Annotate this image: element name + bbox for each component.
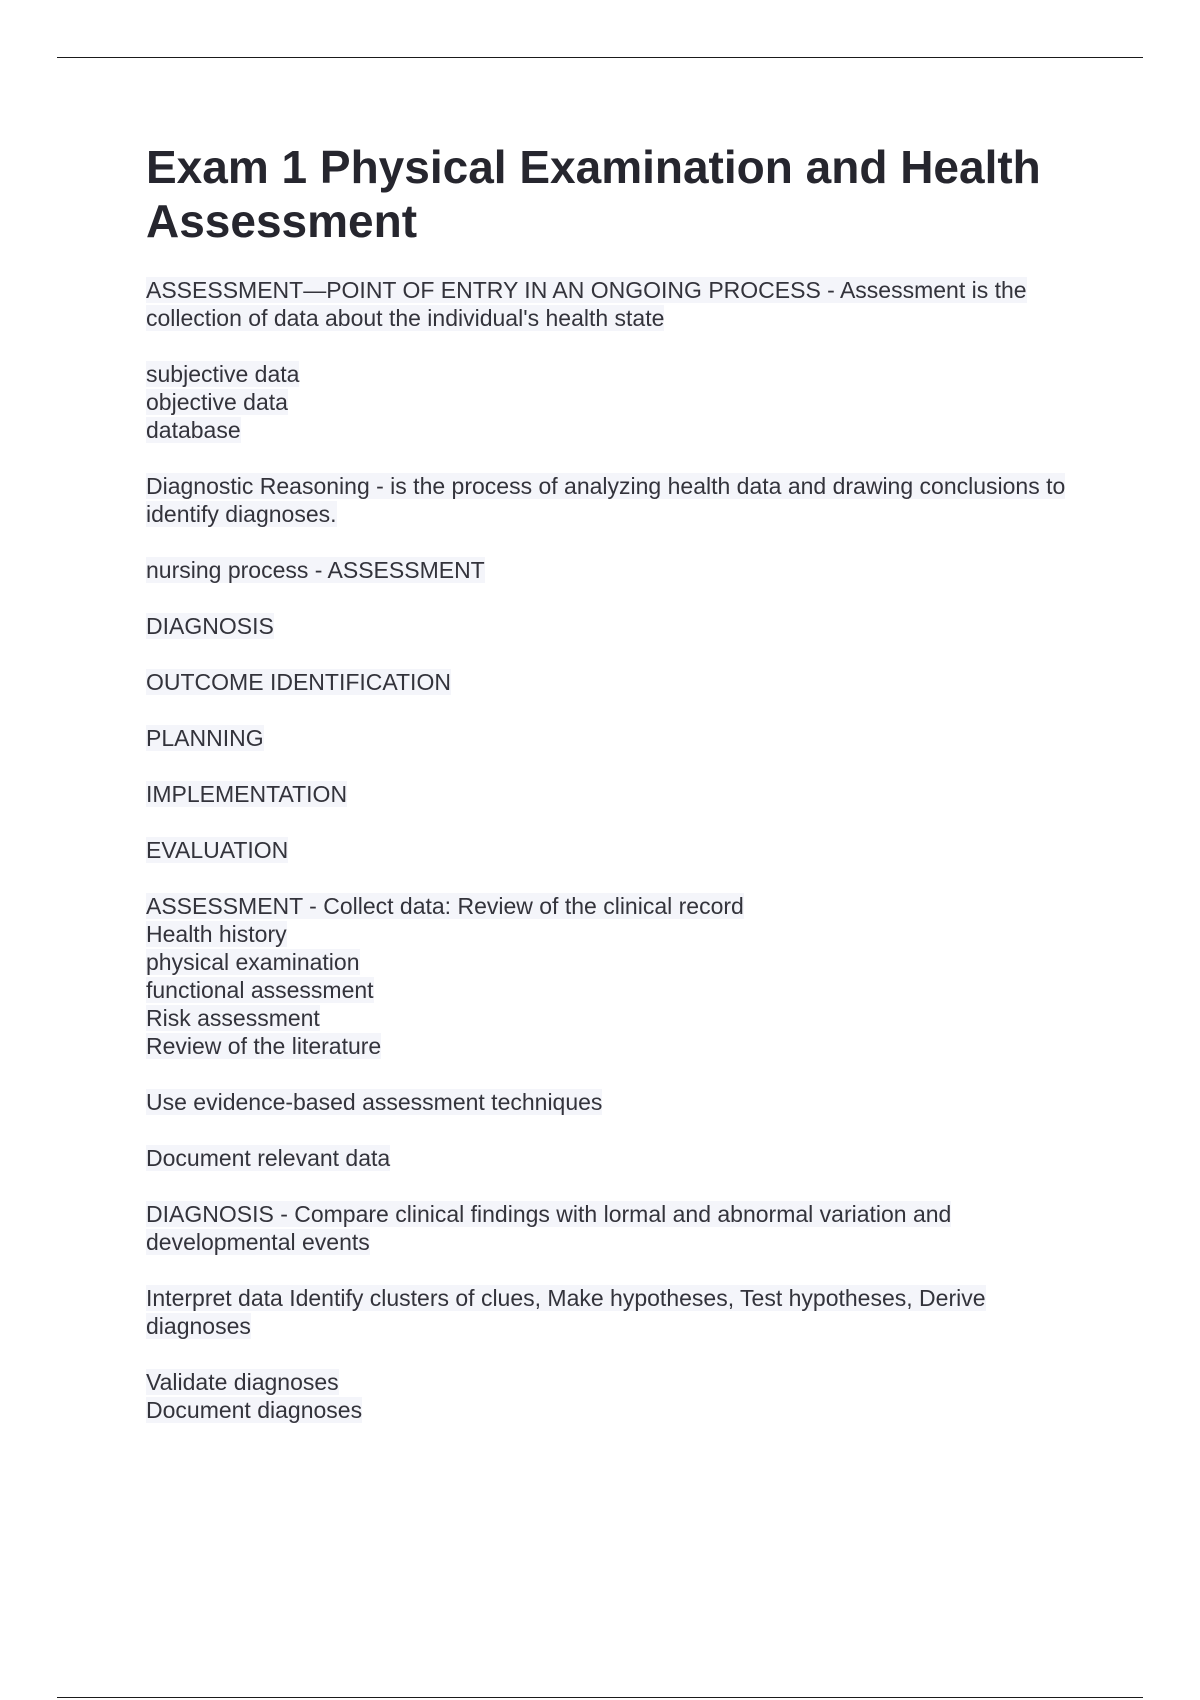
text-block: [146, 556, 1096, 584]
text-line: subjective data: [146, 361, 300, 387]
text-block: [146, 892, 1096, 1060]
text-block: [146, 1144, 1096, 1172]
text-line: nursing process - ASSESSMENT: [146, 557, 485, 583]
text-block: [146, 1284, 1096, 1340]
text-block: [146, 612, 1096, 640]
text-line: ASSESSMENT—POINT OF ENTRY IN AN ONGOING PROCESS - Assessment is the collection of data about the individual's health state: [146, 277, 1027, 331]
text-line: ASSESSMENT - Collect data: Review of the clinical record: [146, 893, 744, 919]
text-block: [146, 360, 1096, 444]
text-line: functional assessment: [146, 977, 374, 1003]
text-line: Risk assessment: [146, 1005, 320, 1031]
document-title: Exam 1 Physical Examination and Health Assessment: [146, 141, 1041, 247]
text-line: Use evidence-based assessment techniques: [146, 1089, 603, 1115]
text-line: EVALUATION: [146, 837, 289, 863]
document-body: [146, 140, 1096, 1452]
text-line: Interpret data Identify clusters of clues, Make hypotheses, Test hypotheses, Derive diagnoses: [146, 1285, 986, 1339]
text-line: Document diagnoses: [146, 1397, 363, 1423]
text-line: Health history: [146, 921, 287, 947]
text-line: physical examination: [146, 949, 360, 975]
text-block: [146, 668, 1096, 696]
top-divider: [57, 57, 1143, 58]
text-line: Document relevant data: [146, 1145, 391, 1171]
text-block: [146, 1368, 1096, 1424]
text-block: [146, 724, 1096, 752]
text-line: DIAGNOSIS: [146, 613, 274, 639]
text-line: IMPLEMENTATION: [146, 781, 348, 807]
text-line: PLANNING: [146, 725, 264, 751]
text-block: [146, 472, 1096, 528]
text-block: [146, 780, 1096, 808]
text-line: DIAGNOSIS - Compare clinical findings with lormal and abnormal variation and developmental events: [146, 1201, 952, 1255]
bottom-divider: [57, 1697, 1143, 1698]
text-line: OUTCOME IDENTIFICATION: [146, 669, 451, 695]
text-block: [146, 1088, 1096, 1116]
text-line: objective data: [146, 389, 288, 415]
text-block: [146, 276, 1096, 332]
text-line: Review of the literature: [146, 1033, 382, 1059]
text-line: database: [146, 417, 241, 443]
text-block: [146, 836, 1096, 864]
text-line: Validate diagnoses: [146, 1369, 339, 1395]
text-block: [146, 1200, 1096, 1256]
text-line: Diagnostic Reasoning - is the process of analyzing health data and drawing conclusions to identify diagnoses.: [146, 473, 1066, 527]
